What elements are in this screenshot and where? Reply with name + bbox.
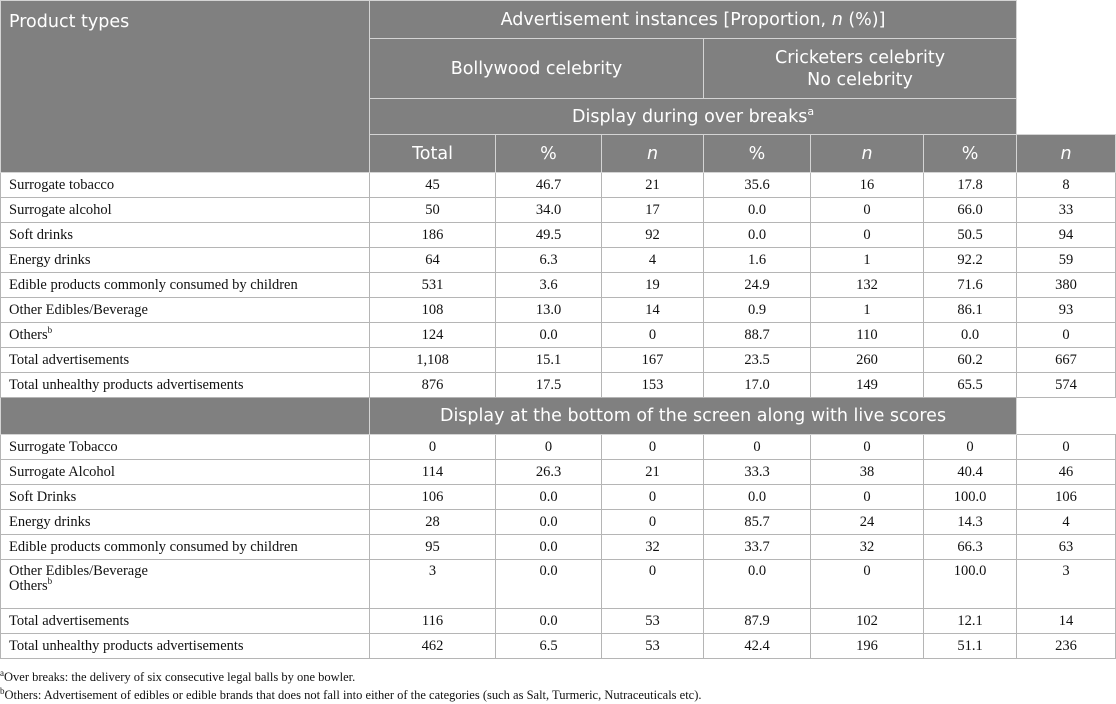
cell-value: 0 (370, 435, 496, 460)
cell-value: 71.6 (924, 273, 1017, 298)
cell-value: 0 (1017, 323, 1116, 348)
cell-value: 1,108 (370, 348, 496, 373)
cell-value: 34.0 (496, 198, 602, 223)
cell-value: 87.9 (704, 609, 811, 634)
table-row (1, 460, 1116, 485)
cell-value: 42.4 (704, 634, 811, 659)
cell-value: 462 (370, 634, 496, 659)
col-header-n: n (602, 135, 704, 173)
cell-value: 3.6 (496, 273, 602, 298)
cell-value: 0 (811, 485, 924, 510)
row-label: Soft Drinks (1, 485, 370, 510)
cell-value: 64 (370, 248, 496, 273)
cell-value: 92 (602, 223, 704, 248)
cell-value: 167 (602, 348, 704, 373)
table-row (1, 510, 1116, 535)
cell-value: 0.0 (496, 323, 602, 348)
cell-value: 33 (1017, 198, 1116, 223)
cell-value: 50.5 (924, 223, 1017, 248)
cell-value: 0 (704, 435, 811, 460)
cell-value: 0.0 (704, 485, 811, 510)
cell-value: 876 (370, 373, 496, 398)
cell-value: 24 (811, 510, 924, 535)
cell-value: 17.0 (704, 373, 811, 398)
cell-value: 24.9 (704, 273, 811, 298)
cell-value: 63 (1017, 535, 1116, 560)
table-row (1, 348, 1116, 373)
cell-value: 0.0 (496, 485, 602, 510)
cell-value: 53 (602, 634, 704, 659)
cell-value: 94 (1017, 223, 1116, 248)
cell-value: 100.0 (924, 485, 1017, 510)
cell-value: 0 (811, 560, 924, 609)
cell-value: 108 (370, 298, 496, 323)
table-row (1, 634, 1116, 659)
row-label: Energy drinks (1, 510, 370, 535)
cell-value: 0 (924, 435, 1017, 460)
cell-value: 17.8 (924, 173, 1017, 198)
cell-value: 17 (602, 198, 704, 223)
cell-value: 6.3 (496, 248, 602, 273)
row-label: Soft drinks (1, 223, 370, 248)
cell-value: 17.5 (496, 373, 602, 398)
table-row (1, 535, 1116, 560)
cell-value: 21 (602, 460, 704, 485)
cell-value: 106 (1017, 485, 1116, 510)
cell-value: 149 (811, 373, 924, 398)
cell-value: 114 (370, 460, 496, 485)
cell-value: 15.1 (496, 348, 602, 373)
cell-value: 4 (602, 248, 704, 273)
cell-value: 0.0 (496, 535, 602, 560)
product-types-header: Product types (1, 1, 370, 173)
section-header-row (1, 398, 1116, 435)
col-header-n: n (1017, 135, 1116, 173)
cell-value: 88.7 (704, 323, 811, 348)
cell-value: 6.5 (496, 634, 602, 659)
row-label: Edible products commonly consumed by children (1, 273, 370, 298)
row-label: Surrogate tobacco (1, 173, 370, 198)
cell-value: 3 (370, 560, 496, 609)
cell-value: 106 (370, 485, 496, 510)
cell-value: 0 (811, 223, 924, 248)
cell-value: 0.0 (924, 323, 1017, 348)
cell-value: 0.0 (704, 223, 811, 248)
cell-value: 66.3 (924, 535, 1017, 560)
cell-value: 13.0 (496, 298, 602, 323)
cell-value: 14 (1017, 609, 1116, 634)
cell-value: 14.3 (924, 510, 1017, 535)
cell-value: 38 (811, 460, 924, 485)
cell-value: 0.0 (496, 510, 602, 535)
cell-value: 260 (811, 348, 924, 373)
cell-value: 60.2 (924, 348, 1017, 373)
cell-value: 110 (811, 323, 924, 348)
cell-value: 45 (370, 173, 496, 198)
bollywood-header: Bollywood celebrity (370, 39, 704, 99)
table-row (1, 298, 1116, 323)
row-label: Total unhealthy products advertisements (1, 373, 370, 398)
cell-value: 1 (811, 248, 924, 273)
cell-value: 32 (602, 535, 704, 560)
table-row (1, 609, 1116, 634)
cell-value: 1 (811, 298, 924, 323)
cell-value: 66.0 (924, 198, 1017, 223)
col-header-pct: % (924, 135, 1017, 173)
table-row (1, 248, 1116, 273)
cell-value: 65.5 (924, 373, 1017, 398)
cell-value: 0 (1017, 435, 1116, 460)
cell-value: 23.5 (704, 348, 811, 373)
cell-value: 116 (370, 609, 496, 634)
table-row (1, 323, 1116, 348)
row-label: Total advertisements (1, 609, 370, 634)
cell-value: 46 (1017, 460, 1116, 485)
cell-value: 196 (811, 634, 924, 659)
table-row (1, 223, 1116, 248)
cell-value: 35.6 (704, 173, 811, 198)
footnote-b: $^b$Others: Advertisement of edibles or edible brands that does not fall into either of the categories (such as Salt, Turmeric, Nutraceuticals etc). (0, 685, 702, 702)
cell-value: 53 (602, 609, 704, 634)
footnotes (0, 668, 1116, 704)
cell-value: 33.7 (704, 535, 811, 560)
cell-value: 28 (370, 510, 496, 535)
cell-value: 21 (602, 173, 704, 198)
ad-instances-header: Advertisement instances [Proportion, n (%)] (370, 1, 1017, 39)
footnote-a: $^a$Over breaks: the delivery of six consecutive legal balls by one bowler. (0, 667, 356, 684)
cell-value: 86.1 (924, 298, 1017, 323)
cell-value: 8 (1017, 173, 1116, 198)
cell-value: 0.9 (704, 298, 811, 323)
cell-value: 46.7 (496, 173, 602, 198)
row-label: Surrogate Alcohol (1, 460, 370, 485)
cell-value: 0 (602, 485, 704, 510)
cell-value: 85.7 (704, 510, 811, 535)
row-label: Total advertisements (1, 348, 370, 373)
cell-value: 95 (370, 535, 496, 560)
cell-value: 0.0 (496, 609, 602, 634)
cell-value: 4 (1017, 510, 1116, 535)
cell-value: 12.1 (924, 609, 1017, 634)
cell-value: 32 (811, 535, 924, 560)
cell-value: 19 (602, 273, 704, 298)
cell-value: 51.1 (924, 634, 1017, 659)
cell-value: 132 (811, 273, 924, 298)
cell-value: 3 (1017, 560, 1116, 609)
table-row (1, 560, 1116, 609)
cell-value: 380 (1017, 273, 1116, 298)
cell-value: 667 (1017, 348, 1116, 373)
cell-value: 0 (496, 435, 602, 460)
cell-value: 236 (1017, 634, 1116, 659)
cell-value: 59 (1017, 248, 1116, 273)
col-header-total: Total (370, 135, 496, 173)
cell-value: 574 (1017, 373, 1116, 398)
cell-value: 16 (811, 173, 924, 198)
row-label: Other Edibles/Beverage (1, 298, 370, 323)
section-header-spacer (1, 398, 370, 435)
cell-value: 531 (370, 273, 496, 298)
row-label: Others$^b$ (1, 323, 370, 348)
row-label: Energy drinks (1, 248, 370, 273)
row-label: Other Edibles/Beverage Others$^b$ (1, 560, 370, 609)
table-row (1, 273, 1116, 298)
bottom-screen-header: Display at the bottom of the screen along with live scores (370, 398, 1017, 435)
row-label: Total unhealthy products advertisements (1, 634, 370, 659)
cell-value: 0.0 (704, 198, 811, 223)
cell-value: 0.0 (704, 560, 811, 609)
col-header-pct: % (496, 135, 602, 173)
table-row (1, 373, 1116, 398)
cell-value: 102 (811, 609, 924, 634)
over-breaks-rows (1, 173, 1116, 398)
cell-value: 49.5 (496, 223, 602, 248)
cell-value: 0 (602, 510, 704, 535)
table-row (1, 173, 1116, 198)
cell-value: 0 (811, 435, 924, 460)
row-label: Surrogate alcohol (1, 198, 370, 223)
cell-value: 0 (602, 560, 704, 609)
cell-value: 14 (602, 298, 704, 323)
cell-value: 186 (370, 223, 496, 248)
cell-value: 0 (602, 435, 704, 460)
cell-value: 0 (602, 323, 704, 348)
cell-value: 26.3 (496, 460, 602, 485)
cell-value: 153 (602, 373, 704, 398)
table-row (1, 198, 1116, 223)
cell-value: 0 (811, 198, 924, 223)
bottom-screen-rows (1, 435, 1116, 659)
cell-value: 1.6 (704, 248, 811, 273)
table-row (1, 485, 1116, 510)
cell-value: 93 (1017, 298, 1116, 323)
row-label: Surrogate Tobacco (1, 435, 370, 460)
cell-value: 100.0 (924, 560, 1017, 609)
cell-value: 92.2 (924, 248, 1017, 273)
display-over-breaks-header: Display during over breaks$^a$ (370, 99, 1017, 135)
cell-value: 40.4 (924, 460, 1017, 485)
cell-value: 33.3 (704, 460, 811, 485)
cell-value: 124 (370, 323, 496, 348)
row-label: Edible products commonly consumed by children (1, 535, 370, 560)
cell-value: 0.0 (496, 560, 602, 609)
col-header-pct: % (704, 135, 811, 173)
col-header-n: n (811, 135, 924, 173)
cell-value: 50 (370, 198, 496, 223)
cricketers-header: Cricketers celebrity No celebrity (704, 39, 1017, 99)
table-row (1, 435, 1116, 460)
